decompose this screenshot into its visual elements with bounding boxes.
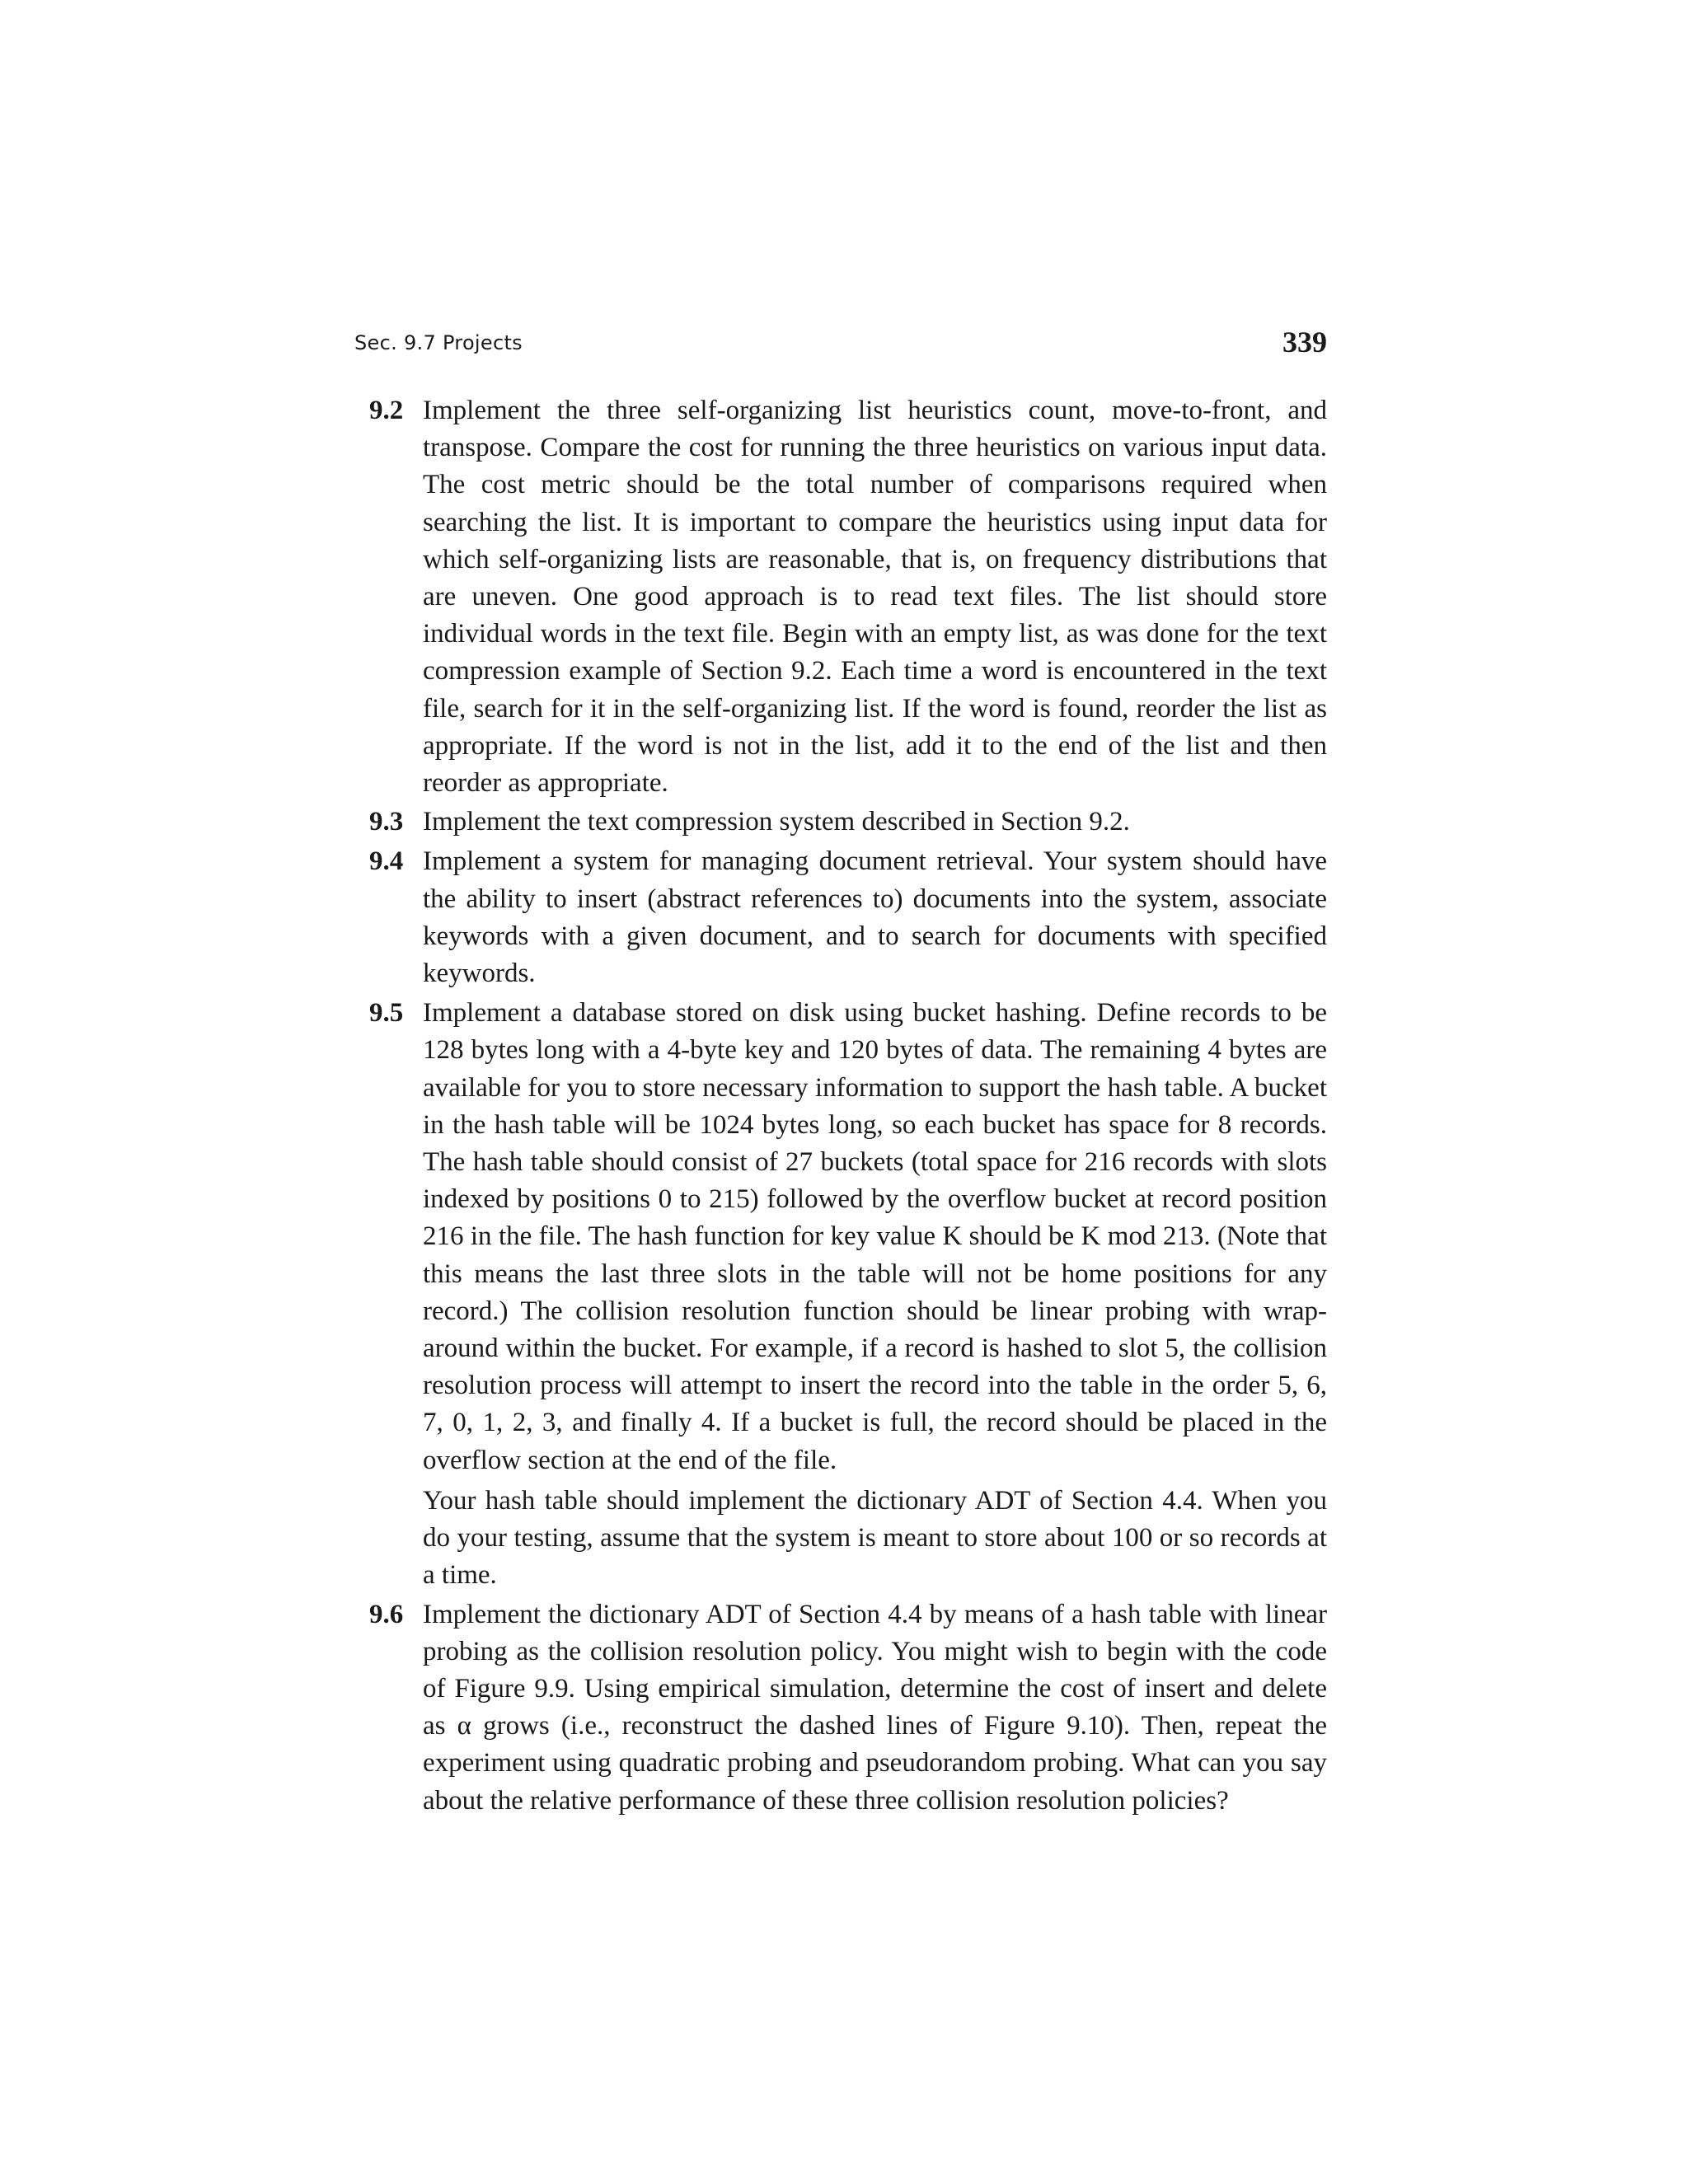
exercise-text-continued: Your hash table should implement the dictionary ADT of Section 4.4. When you do your testing, assume that the system is meant to store about 100 or so records at a time. (423, 1485, 1327, 1591)
exercise-number: 9.3 (369, 807, 404, 837)
page-number: 339 (1282, 326, 1327, 359)
exercise-text: Implement a system for managing document retrieval. Your system should have the ability to insert (abstract references to) documents into the system, associate keywords with a given document, and to search for documents with specified keywords. (423, 846, 1327, 989)
exercise-9-4 (369, 843, 1327, 992)
exercise-9-6 (369, 1596, 1327, 1820)
exercise-text: Implement the three self-organizing list heuristics count, move-to-front, and transpose. Compare the cost for running the three heuristics on various input data. The cost metric should be the total number of comparisons required when searching the list. It is important to compare the heuristics using input data for which self-organizing lists are reasonable, that is, on frequency distributions that are uneven. One good approach is to read text files. The list should store individual words in the text file. Begin with an empty list, as was done for the text compression example of Section 9.2. Each time a word is encountered in the text file, search for it in the self-organizing list. If the word is found, reorder the list as appropriate. If the word is not in the list, add it to the end of the list and then reorder as appropriate. (423, 396, 1327, 799)
exercise-number: 9.6 (369, 1599, 404, 1629)
exercise-text: Implement the text compression system described in Section 9.2. (423, 807, 1130, 837)
exercise-number: 9.4 (369, 846, 404, 877)
exercise-number: 9.2 (369, 396, 404, 425)
exercise-9-5 (369, 995, 1327, 1594)
exercise-text: Implement a database stored on disk using bucket hashing. Define records to be 128 bytes long with a 4-byte key and 120 bytes of data. The remaining 4 bytes are available for you to store necessary information to support the hash table. A bucket in the hash table will be 1024 bytes long, so each bucket has space for 8 records. The hash table should consist of 27 buckets (total space for 216 records with slots indexed by positions 0 to 215) followed by the overflow bucket at record position 216 in the file. The hash function for key value K should be K mod 213. (Note that this means the last three slots in the table will not be home positions for any record.) The collision resolution function should be linear probing with wrap-around within the bucket. For example, if a record is hashed to slot 5, the collision resolution process will attempt to insert the record into the table in the order 5, 6, 7, 0, 1, 2, 3, and finally 4. If a bucket is full, the record should be placed in the overflow section at the end of the file. (423, 998, 1327, 1475)
section-label: Sec. 9.7 Projects (354, 331, 523, 354)
exercise-text: Implement the dictionary ADT of Section 4.4 by means of a hash table with linear probing as the collision resolution policy. You might wish to begin with the code of Figure 9.9. Using empirical simulation, determine the cost of insert and delete as α grows (i.e., reconstruct the dashed lines of Figure 9.10). Then, repeat the experiment using quadratic probing and pseudorandom probing. What can you say about the relative performance of these three collision resolution policies? (423, 1599, 1327, 1816)
exercise-9-2 (369, 392, 1327, 802)
running-header (354, 318, 1327, 359)
exercise-list (369, 392, 1327, 1820)
exercise-number: 9.5 (369, 998, 404, 1029)
exercise-9-3 (369, 804, 1327, 841)
